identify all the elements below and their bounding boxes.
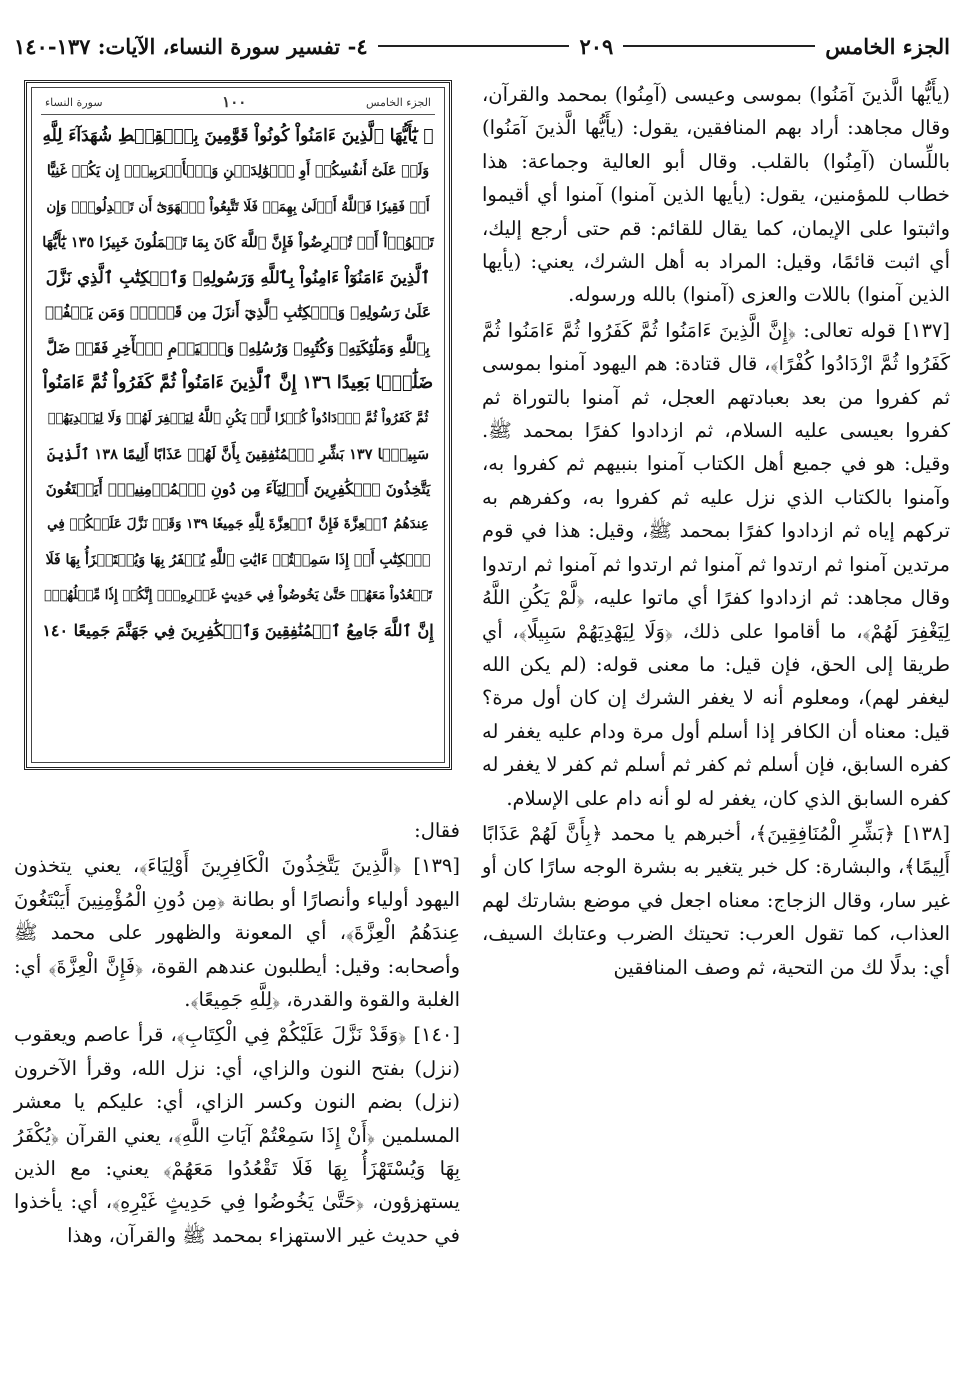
left-column [14,814,460,1252]
paragraph: [١٣٩] ﴿الَّذِينَ يَتَّخِذُونَ الْكَافِرِينَ أَوْلِيَاءَ﴾، يعني يتخذون اليهود أولياء وأنصارًا أو بطانة ﴿مِن دُونِ الْمُؤْمِنِينَ أَيَبْتَغُونَ عِندَهُمُ الْعِزَّةَ﴾، أي المعونة والظهور على محمد ﷺ وأصحابه: وقيل: أيطلبون عندهم القوة، ﴿فَإِنَّ الْعِزَّةَ﴾ أي: الغلبة والقوة والقدرة، ﴿لِلَّهِ جَمِيعًا﴾. [14,854,460,1012]
verse-line: ٱلَّذِينَ ءَامَنُوٓاْ ءَامِنُواْ بِٱللَّهِ وَرَسُولِهِۦ وَٱلۡكِتَٰبِ ٱلَّذِي نَزَّلَ [45,268,431,288]
verse-line: عِندَهُمُ ٱلۡعِزَّةَ فَإِنَّ ٱلۡعِزَّةَ لِلَّهِ جَمِيعٗا ١٣٩ وَقَدۡ نَزَّلَ عَلَيۡكُمۡ فِي [47,516,429,533]
header-rule [378,45,570,47]
mushaf-surah-label: سورة النساء [45,95,103,109]
verse-line: تَلۡوُۥٓاْ أَوۡ تُعۡرِضُواْ فَإِنَّ ٱللَّهَ كَانَ بِمَا تَعۡمَلُونَ خَبِيرٗا ١٣٥ يَٰٓأَيُّهَا [42,233,434,251]
mushaf-box [24,80,452,770]
verse-line: إِنَّ ٱللَّهَ جَامِعُ ٱلۡمُنَٰفِقِينَ وَٱلۡكَٰفِرِينَ فِي جَهَنَّمَ جَمِيعًا ١٤٠ [42,621,434,641]
verse-line: ثُمَّ كَفَرُواْ ثُمَّ ٱزۡدَادُواْ كُفۡرٗا لَّمۡ يَكُنِ ٱللَّهُ لِيَغۡفِرَ لَهُمۡ وَلَا لِيَهۡدِيَهُمۡ [47,411,429,427]
verse-line: تَقۡعُدُواْ مَعَهُمۡ حَتَّىٰ يَخُوضُواْ فِي حَدِيثٍ غَيۡرِهِۦٓۚ إِنَّكُمۡ إِذٗا مِّثۡلُهُمۡۗ [43,587,433,603]
verse-line: وَلَوۡ عَلَىٰٓ أَنفُسِكُمۡ أَوِ ٱلۡوَٰلِدَيۡنِ وَٱلۡأَقۡرَبِينَۚ إِن يَكُنۡ غَنِيًّا [46,163,430,180]
paragraph: (يأَيُّها الَّذينَ آمَنُوا) بموسى وعيسى (آمِنُوا) بمحمد والقرآن، وقال مجاهد: أراد بهم المنافقين، يقول: (يأَيُّها الَّذينَ آمَنُوا) باللِّسان (آمِنُوا) بالقلب. وقال أبو العالية وجماعة: هذا خطاب للمؤمنين، يقول: (يأيها الذين آمنوا) آمنوا أي أقيموا واثبتوا على الإيمان، كما يقال للقائم: قم حتى أرجع إليك، أي اثبت قائمًا، وقيل: المراد به أهل الشرك، يعني: (يأيها الذين آمنوا) باللات والعزى (آمنوا) بالله ورسوله. [482,83,950,307]
paragraph: [١٣٧] قوله تعالى: ﴿إِنَّ الَّذِينَ ءَامَنُوا ثُمَّ كَفَرُوا ثُمَّ ءَامَنُوا ثُمَّ كَفَرُوا ثُمَّ ازْدَادُوا كُفْرًا﴾، قال قتادة: هم اليهود آمنوا بموسى ثم كفروا من بعد بعبادتهم العجل، ثم آمنوا بالتوراة ثم كفروا بعيسى عليه السلام، ثم ازدادوا كفرًا بمحمد ﷺ. وقيل: هو في جميع أهل الكتاب آمنوا بنبيهم ثم كفروا به، وآمنوا بالكتاب الذي نزل عليه ثم كفروا به، وكفرهم به تركهم إياه ثم ازدادوا كفرًا بمحمد ﷺ، وقيل: هذا في قوم مرتدين آمنوا ثم ارتدوا ثم آمنوا ثم ارتدوا ثم آمنوا ثم ارتدوا وقال مجاهد: ثم ازدادوا كفرًا أي ماتوا عليه، ﴿لَّمْ يَكُنِ اللَّهُ لِيَغْفِرَ لَهُمْ﴾، ما أقاموا على ذلك، ﴿وَلَا لِيَهْدِيَهُمْ سَبِيلًا﴾، أي طريقا إلى الحق، فإن قيل: ما معنى قوله: (لم يكن الله ليغفر لهم)، ومعلوم أنه لا يغفر الشرك إن كان أول مرة؟ قيل: معناه أن الكافر إذا أسلم أول مرة ودام عليه يغفر له كفره السابق، فإن أسلم ثم كفر ثم أسلم ثم كفر لا يغفر له كفره السابق الذي كان، يغفر له لو أنه دام على الإسلام. [482,318,950,810]
header-rule [623,45,815,47]
page-number: ٢٠٩ [579,33,614,59]
verse-line: ۞ يَٰٓأَيُّهَا ٱلَّذِينَ ءَامَنُواْ كُونُواْ قَوَّٰمِينَ بِٱلۡقِسۡطِ شُهَدَآءَ لِلَّهِ [42,126,434,146]
verse-line: عَلَىٰ رَسُولِهِۦ وَٱلۡكِتَٰبِ ٱلَّذِيٓ أَنزَلَ مِن قَبۡلُۚ وَمَن يَكۡفُرۡ [45,303,431,322]
verse-line: بِٱللَّهِ وَمَلَٰٓئِكَتِهِۦ وَكُتُبِهِۦ وَرُسُلِهِۦ وَٱلۡيَوۡمِ ٱلۡأٓخِرِ فَقَدۡ ضَلَّ [46,338,430,357]
right-column [482,78,950,984]
paragraph: فقال: [414,819,460,842]
mushaf-page-number: ١٠٠ [222,93,247,111]
page-header [14,26,950,66]
verse-line: ضَلَٰلَۢا بَعِيدًا ١٣٦ إِنَّ ٱلَّذِينَ ءَامَنُواْ ثُمَّ كَفَرُواْ ثُمَّ ءَامَنُواْ [42,373,434,394]
verse-line: سَبِيلَۢا ١٣٧ بَشِّرِ ٱلۡمُنَٰفِقِينَ بِأَنَّ لَهُمۡ عَذَابًا أَلِيمًا ١٣٨ ٱلَّذِينَ [47,445,429,463]
paragraph: [١٣٨] ﴿بَشِّرِ الْمُنَافِقِينَ﴾، أخبرهم يا محمد ﴿بِأَنَّ لَهُمْ عَذَابًا أَلِيمًا﴾، والبشارة: كل خبر يتغير به بشرة الوجه سارًا كان أو غير سار، وقال الزجاج: معناه اجعل في موضع بشارتك لهم العذاب، كما تقول العرب: تحيتك الضرب وعتابك السيف، أي: بدلًا لك من التحية، ثم وصف المنافقين [482,821,950,979]
verse-line: أَوۡ فَقِيرٗا فَٱللَّهُ أَوۡلَىٰ بِهِمَاۖ فَلَا تَتَّبِعُواْ ٱلۡهَوَىٰٓ أَن تَعۡدِلُواْۚ وَإِن [46,198,430,215]
paragraph: [١٤٠] ﴿وَقَدْ نَزَّلَ عَلَيْكُمْ فِي الْكِتَابِ﴾، قرأ عاصم ويعقوب (نزل) بفتح النون والزاي، أي: نزل الله، وقرأ الآخرون (نزل) بضم النون وكسر الزاي، أي: عليكم يا معشر المسلمين ﴿أَنْ إِذَا سَمِعْتُمْ آيَاتِ اللَّهِ﴾، يعني القرآن ﴿يُكْفَرُ بِهَا وَيُسْتَهْزَأُ بِهَا فَلَا تَقْعُدُوا مَعَهُمْ﴾ يعني: مع الذين يستهزؤون، ﴿حَتَّىٰ يَخُوضُوا فِي حَدِيثٍ غَيْرِهِ﴾، أي: يأخذوا في حديث غير الاستهزاء بمحمد ﷺ والقرآن، وهذا [14,1023,460,1247]
section-title: ٤- تفسير سورة النساء، الآيات: ١٣٧-١٤٠ [13,33,368,59]
mushaf-header [41,93,435,115]
mushaf-juz-label: الجزء الخامس [365,95,431,109]
verse-line: ٱلۡكِتَٰبِ أَنۡ إِذَا سَمِعۡتُمۡ ءَايَٰتِ ٱللَّهِ يُكۡفَرُ بِهَا وَيُسۡتَهۡزَأُ بِهَا فَلَا [45,551,431,568]
verse-line: يَتَّخِذُونَ ٱلۡكَٰفِرِينَ أَوۡلِيَآءَ مِن دُونِ ٱلۡمُؤۡمِنِينَۚ أَيَبۡتَغُونَ [45,479,431,498]
part-label: الجزء الخامس [825,33,950,59]
